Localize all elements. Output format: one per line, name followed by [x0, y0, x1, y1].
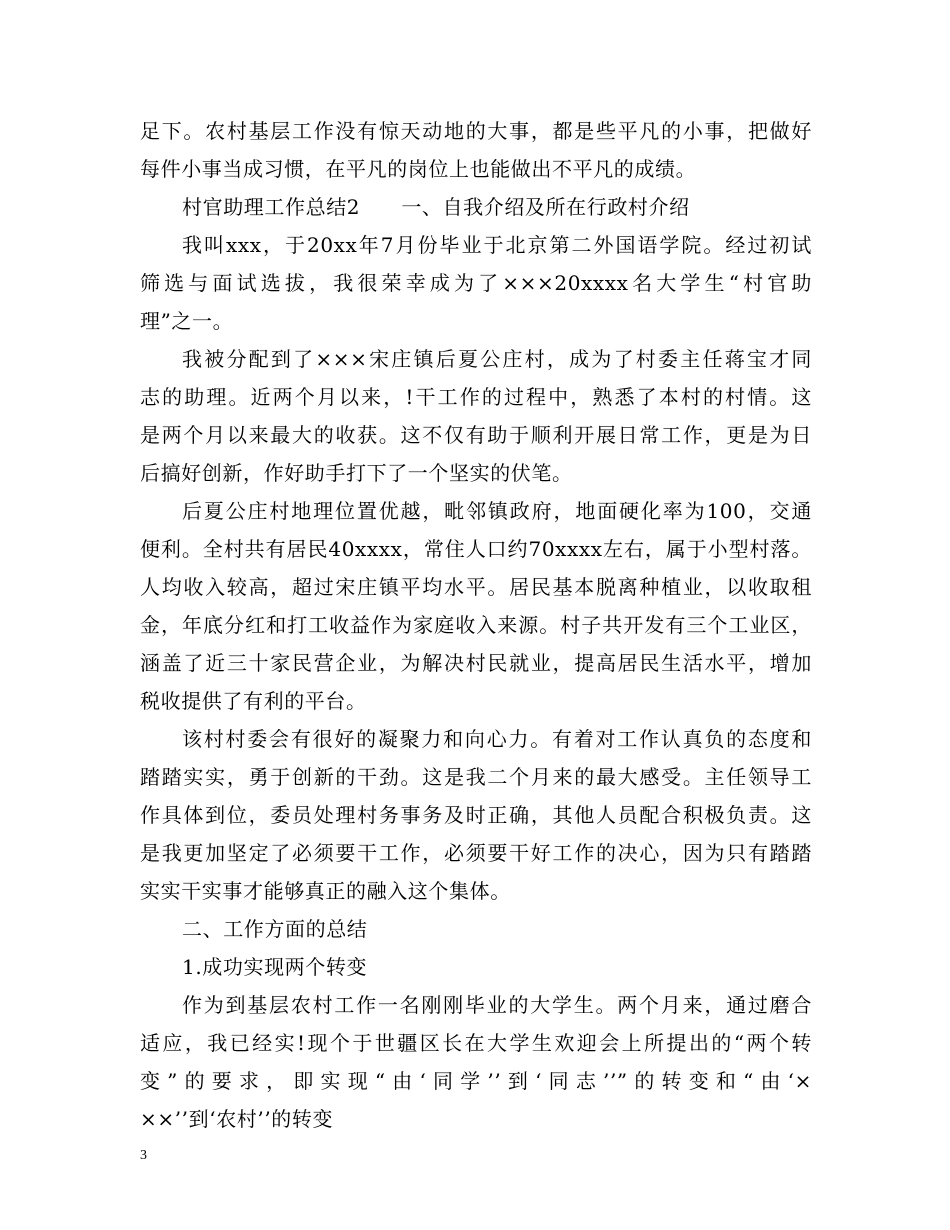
text-line: 每件小事当成习惯，在平凡的岗位上也能做出不平凡的成绩。	[140, 157, 697, 181]
text-line: 税收提供了有利的平台。	[140, 689, 367, 713]
text-line: 我叫xxx，于20xx年7月份毕业于北京第二外国语学院。经过初试	[182, 233, 812, 257]
text-line: 变”的要求，即实现“由‘同学’’到‘同志’’”的转变和“由‘×	[140, 1069, 812, 1093]
text-line: 适应，我已经实!现个于世疆区长在大学生欢迎会上所提出的“两个转	[140, 1031, 812, 1055]
text-line: 实实干实事才能够真正的融入这个集体。	[140, 879, 511, 903]
text-line: 该村村委会有很好的凝聚力和向心力。有着对工作认真负的态度和	[182, 727, 812, 751]
text-line: 志的助理。近两个月以来，!干工作的过程中，熟悉了本村的村情。这	[140, 385, 812, 409]
text-line: 后夏公庄村地理位置优越，毗邻镇政府，地面硬化率为100，交通	[182, 499, 812, 523]
page-number: 3	[140, 1148, 147, 1163]
text-line: 理”之一。	[140, 309, 234, 333]
subsection-heading: 1.成功实现两个转变	[182, 955, 368, 979]
section-heading: 村官助理工作总结2 一、自我介绍及所在行政村介绍	[182, 195, 690, 219]
text-line: 金，年底分红和打工收益作为家庭收入来源。村子共开发有三个工业区，	[140, 613, 812, 637]
text-line: 人均收入较高，超过宋庄镇平均水平。居民基本脱离种植业，以收取租	[140, 575, 812, 599]
text-line: 足下。农村基层工作没有惊天动地的大事，都是些平凡的小事，把做好	[140, 119, 812, 143]
text-line: 踏踏实实，勇于创新的干劲。这是我二个月来的最大感受。主任领导工	[140, 765, 812, 789]
text-line: 作为到基层农村工作一名刚刚毕业的大学生。两个月来，通过磨合	[182, 993, 812, 1017]
text-line: ××’’到‘农村’’的转变	[140, 1107, 334, 1131]
text-line: 我被分配到了×××宋庄镇后夏公庄村，成为了村委主任蒋宝才同	[182, 347, 812, 371]
text-line: 是两个月以来最大的收获。这不仅有助于顺利开展日常工作，更是为日	[140, 423, 812, 447]
section-heading: 二、工作方面的总结	[182, 917, 368, 941]
document-body	[140, 112, 812, 1138]
text-line: 便利。全村共有居民40xxxx，常住人口约70xxxx左右，属于小型村落。	[140, 537, 812, 561]
text-line: 涵盖了近三十家民营企业，为解决村民就业，提高居民生活水平，增加	[140, 651, 812, 675]
text-line: 筛选与面试选拔，我很荣幸成为了×××20xxxx名大学生“村官助	[140, 271, 812, 295]
text-line: 是我更加坚定了必须要干工作，必须要干好工作的决心，因为只有踏踏	[140, 841, 812, 865]
text-line: 后搞好创新，作好助手打下了一个坚实的伏笔。	[140, 461, 573, 485]
text-line: 作具体到位，委员处理村务事务及时正确，其他人员配合积极负责。这	[140, 803, 812, 827]
